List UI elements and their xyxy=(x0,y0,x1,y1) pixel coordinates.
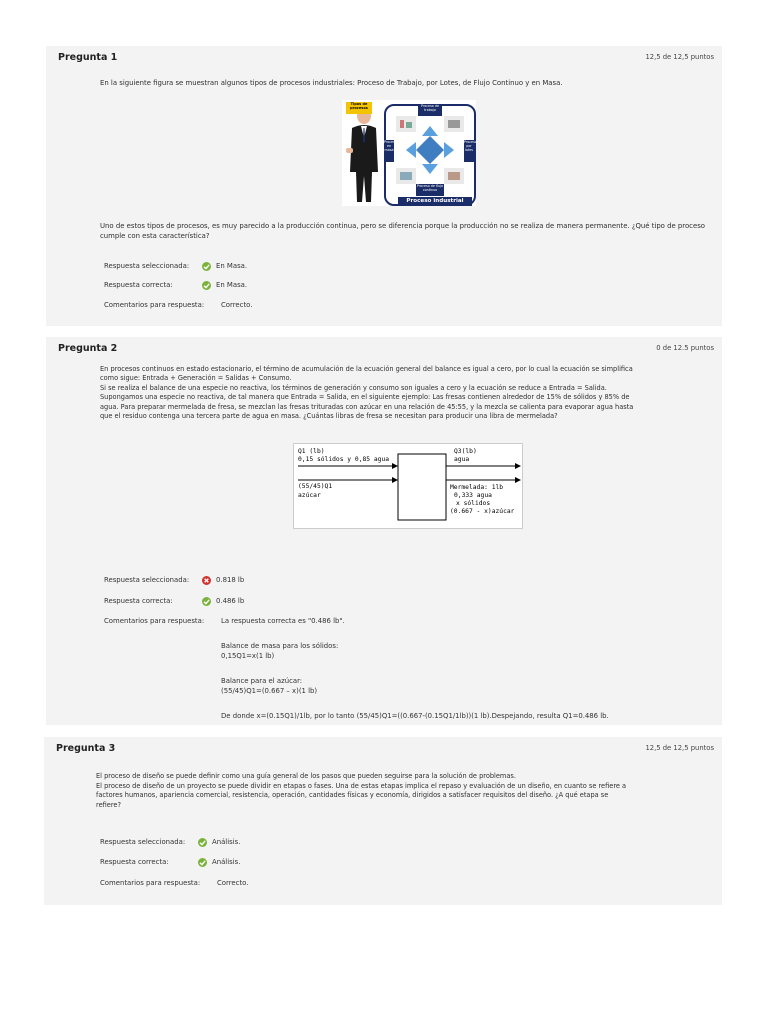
check-icon xyxy=(198,858,207,867)
feedback-solids-equation: 0,15Q1=x(1 lb) xyxy=(221,652,275,660)
check-icon xyxy=(202,597,211,606)
correct-answer-row xyxy=(104,279,404,291)
q1-label: Q1 (lb) xyxy=(298,448,325,455)
question-card-1 xyxy=(46,46,722,326)
output-solids: x sólidos xyxy=(456,500,491,507)
question-text-line: como sigue: Entrada + Generación = Salidas + Consumo. xyxy=(100,374,292,383)
comments-value: Correcto. xyxy=(217,879,249,887)
question-card-3 xyxy=(44,737,722,905)
mass-balance-diagram xyxy=(293,443,523,529)
q3-composition: agua xyxy=(454,456,470,463)
businessman-illustration xyxy=(342,102,386,206)
comments-label: Comentarios para respuesta: xyxy=(100,879,201,887)
feedback-sugar-title: Balance para el azúcar: xyxy=(221,677,303,685)
process-frame xyxy=(384,104,476,206)
question-header xyxy=(58,52,714,66)
question-text-line: El proceso de diseño de un proyecto se puede dividir en etapas o fases. Una de estas etapas implica el repaso y evaluación de un diseño, en cuanto se refiere a xyxy=(96,781,627,790)
question-text-line: que el residuo contenga una tercera parte de agua en masa. ¿Cuántas libras de fresa se necesitan para producir una libra de mermelada? xyxy=(100,412,558,421)
comments-label: Comentarios para respuesta: xyxy=(104,301,205,309)
comments-value: Correcto. xyxy=(221,301,253,309)
feedback-solids-title: Balance de masa para los sólidos: xyxy=(221,642,339,650)
correct-answer-label: Respuesta correcta: xyxy=(100,858,169,866)
check-icon xyxy=(202,262,211,271)
question-title: Pregunta 1 xyxy=(58,52,118,63)
check-icon xyxy=(202,281,211,290)
selected-answer-value: En Masa. xyxy=(216,262,248,270)
question-score: 0 de 12.5 puntos xyxy=(656,344,714,352)
industrial-process-figure xyxy=(342,100,476,206)
selected-answer-label: Respuesta seleccionada: xyxy=(104,262,190,270)
question-text-line: En procesos continuos en estado estacionario, el término de acumulación de la ecuación general del balance es igual a cero, por lo cual la ecuación se simplifica xyxy=(100,365,633,373)
question-score: 12,5 de 12,5 puntos xyxy=(645,53,714,61)
feedback-sugar-equation: (55/45)Q1=(0.667 – x)(1 lb) xyxy=(221,687,318,695)
question-text xyxy=(96,772,716,810)
selected-answer-value: 0.818 lb xyxy=(216,576,245,584)
correct-answer-value: 0.486 lb xyxy=(216,597,245,605)
question-title: Pregunta 3 xyxy=(56,743,116,754)
question-title: Pregunta 2 xyxy=(58,343,118,354)
q2-composition: azúcar xyxy=(298,492,321,499)
question-text: Uno de estos tipos de procesos, es muy parecido a la producción continua, pero se diferencia porque la producción no se realiza de manera permanente. ¿Qué tipo de proceso cumple con esta característica? xyxy=(100,222,706,240)
output-label: Mermelada: 1lb xyxy=(450,484,504,491)
selected-answer-label: Respuesta seleccionada: xyxy=(100,838,186,846)
q3-label: Q3(lb) xyxy=(454,448,477,455)
comments-row xyxy=(104,615,504,627)
question-text-line: factores humanos, apariencia comercial, resistencia, operación, cantidades físicas y economía, dirigidos a satisfacer requisitos del diseño. ¿A qué etapa se xyxy=(96,791,609,800)
process-types-label: Tipos de procesos xyxy=(346,102,372,114)
output-water: 0,333 agua xyxy=(454,492,492,499)
batch-process-box: Proceso por lotes xyxy=(464,140,474,162)
figure-footer-label: Proceso industrial xyxy=(398,197,472,206)
correct-answer-row xyxy=(100,856,400,868)
job-process-box: Proceso de trabajo xyxy=(418,104,442,116)
q1-composition: 0,15 sólidos y 0,85 agua xyxy=(298,456,389,463)
output-sugar: (0.667 - x)azúcar xyxy=(450,508,515,515)
question-text-line: refiere? xyxy=(96,800,121,809)
comments-value: La respuesta correcta es "0.486 lb". xyxy=(221,617,345,625)
q2-label: (55/45)Q1 xyxy=(298,483,333,490)
question-intro: En la siguiente figura se muestran algunos tipos de procesos industriales: Proceso de Trabajo, por Lotes, de Flujo Continuo y en Masa. xyxy=(100,79,563,87)
question-score: 12,5 de 12,5 puntos xyxy=(645,744,714,752)
selected-answer-row xyxy=(104,260,404,272)
continuous-process-box: Proceso de flujo continuo xyxy=(416,184,444,196)
correct-answer-value: Análisis. xyxy=(212,858,241,866)
correct-answer-row xyxy=(104,595,404,607)
selected-answer-label: Respuesta seleccionada: xyxy=(104,576,190,584)
cross-icon xyxy=(202,576,211,585)
comments-row xyxy=(104,299,404,311)
comments-label: Comentarios para respuesta: xyxy=(104,617,205,625)
feedback-conclusion: De donde x=(0.15Q1)/1lb, por lo tanto (55/45)Q1=((0.667-(0.15Q1/1lb))(1 lb).Despejando, resulta Q1=0.486 lb. xyxy=(221,712,609,720)
selected-answer-row xyxy=(104,574,404,586)
question-card-2 xyxy=(46,337,722,725)
selected-answer-value: Análisis. xyxy=(212,838,241,846)
correct-answer-label: Respuesta correcta: xyxy=(104,597,173,605)
question-text-line: Si se realiza el balance de una especie no reactiva, los términos de generación y consumo son iguales a cero y la ecuación se reduce a Entrada = Salida. xyxy=(100,383,607,392)
mass-process-box: Proceso en masa xyxy=(384,140,394,162)
check-icon xyxy=(198,838,207,847)
correct-answer-value: En Masa. xyxy=(216,281,248,289)
question-text-line: Supongamos una especie no reactiva, de tal manera que Entrada = Salida, en el siguiente ejemplo: Las fresas contienen alrededor de 15% de sólidos y 85% de xyxy=(100,393,630,402)
comments-row xyxy=(100,877,400,889)
question-text xyxy=(100,365,720,421)
question-text-line: El proceso de diseño se puede definir como una guía general de los pasos que pueden seguirse para la solución de problemas. xyxy=(96,772,516,780)
question-text-line: agua. Para preparar mermelada de fresa, se mezclan las fresas trituradas con azúcar en una relación de 45:55, y la mezcla se calienta para evaporar agua hasta xyxy=(100,402,634,411)
question-header xyxy=(56,743,714,757)
question-header xyxy=(58,343,714,357)
correct-answer-label: Respuesta correcta: xyxy=(104,281,173,289)
selected-answer-row xyxy=(100,836,400,848)
